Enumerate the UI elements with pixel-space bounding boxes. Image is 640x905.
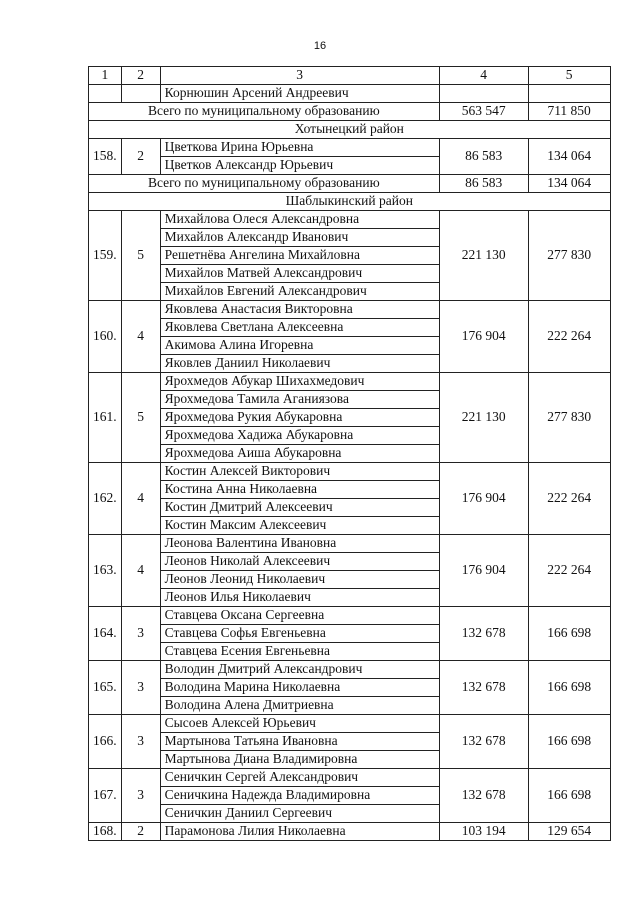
amount-col5: 222 264 (528, 301, 610, 373)
amount-col5: 222 264 (528, 535, 610, 607)
amount-col5: 222 264 (528, 463, 610, 535)
member-name: Сеничкин Даниил Сергеевич (160, 805, 439, 823)
region-heading: Хотынецкий район (89, 121, 611, 139)
header-cell-1: 1 (89, 67, 122, 85)
amount-col4: 221 130 (439, 211, 528, 301)
member-count: 4 (121, 463, 160, 535)
table-row (89, 373, 611, 391)
amount-col4: 176 904 (439, 535, 528, 607)
row-number: 166. (89, 715, 122, 769)
table-body (89, 67, 611, 841)
amount-col5: 166 698 (528, 769, 610, 823)
row-number: 168. (89, 823, 122, 841)
member-name: Володин Дмитрий Александрович (160, 661, 439, 679)
member-name: Мартынова Диана Владимировна (160, 751, 439, 769)
member-name: Решетнёва Ангелина Михайловна (160, 247, 439, 265)
member-count: 3 (121, 661, 160, 715)
table-row (89, 139, 611, 157)
member-name: Сысоев Алексей Юрьевич (160, 715, 439, 733)
amount-col5: 277 830 (528, 211, 610, 301)
table-row (89, 607, 611, 625)
member-name: Акимова Алина Игоревна (160, 337, 439, 355)
member-name: Михайлов Евгений Александрович (160, 283, 439, 301)
member-name: Корнюшин Арсений Андреевич (160, 85, 439, 103)
total-col5: 711 850 (528, 103, 610, 121)
total-label: Всего по муниципальному образованию (89, 103, 440, 121)
member-name: Костин Алексей Викторович (160, 463, 439, 481)
page-number: 16 (313, 40, 327, 52)
member-name: Цветков Александр Юрьевич (160, 157, 439, 175)
member-name: Яковлева Анастасия Викторовна (160, 301, 439, 319)
families-table (88, 66, 611, 841)
row-number: 163. (89, 535, 122, 607)
table-row (89, 535, 611, 553)
member-name: Яковлев Даниил Николаевич (160, 355, 439, 373)
table-row (89, 301, 611, 319)
amount-col4: 132 678 (439, 661, 528, 715)
member-name: Ставцева Софья Евгеньевна (160, 625, 439, 643)
table-row (89, 463, 611, 481)
member-name: Костин Дмитрий Алексеевич (160, 499, 439, 517)
table-row (89, 211, 611, 229)
member-name: Цветкова Ирина Юрьевна (160, 139, 439, 157)
member-name: Ставцева Оксана Сергеевна (160, 607, 439, 625)
member-name: Яковлева Светлана Алексеевна (160, 319, 439, 337)
total-row (89, 103, 611, 121)
member-name: Парамонова Лилия Николаевна (160, 823, 439, 841)
member-count: 4 (121, 301, 160, 373)
total-col4: 563 547 (439, 103, 528, 121)
total-col5: 134 064 (528, 175, 610, 193)
row-number: 162. (89, 463, 122, 535)
member-count: 5 (121, 211, 160, 301)
member-name: Ярохмедова Аиша Абукаровна (160, 445, 439, 463)
member-name: Володина Марина Николаевна (160, 679, 439, 697)
region-heading: Шаблыкинский район (89, 193, 611, 211)
table-row (89, 715, 611, 733)
member-name: Мартынова Татьяна Ивановна (160, 733, 439, 751)
header-cell-2: 2 (121, 67, 160, 85)
member-name: Михайлова Олеся Александровна (160, 211, 439, 229)
region-row (89, 121, 611, 139)
amount-col5 (528, 85, 610, 103)
member-name: Леонов Леонид Николаевич (160, 571, 439, 589)
amount-col5: 129 654 (528, 823, 610, 841)
member-name: Леонов Николай Алексеевич (160, 553, 439, 571)
member-name: Володина Алена Дмитриевна (160, 697, 439, 715)
amount-col5: 166 698 (528, 661, 610, 715)
member-count: 4 (121, 535, 160, 607)
amount-col5: 277 830 (528, 373, 610, 463)
row-number: 161. (89, 373, 122, 463)
amount-col4: 132 678 (439, 769, 528, 823)
amount-col4: 132 678 (439, 607, 528, 661)
amount-col4: 103 194 (439, 823, 528, 841)
member-count (121, 85, 160, 103)
amount-col4 (439, 85, 528, 103)
row-number: 160. (89, 301, 122, 373)
table-row (89, 769, 611, 787)
amount-col4: 176 904 (439, 301, 528, 373)
row-number (89, 85, 122, 103)
member-name: Ярохмедов Абукар Шихахмедович (160, 373, 439, 391)
header-cell-5: 5 (528, 67, 610, 85)
row-number: 159. (89, 211, 122, 301)
member-name: Костина Анна Николаевна (160, 481, 439, 499)
header-cell-3: 3 (160, 67, 439, 85)
member-count: 3 (121, 607, 160, 661)
member-name: Леонов Илья Николаевич (160, 589, 439, 607)
amount-col5: 134 064 (528, 139, 610, 175)
member-count: 2 (121, 823, 160, 841)
member-name: Ярохмедова Тамила Аганиязова (160, 391, 439, 409)
member-name: Ярохмедова Хадижа Абукаровна (160, 427, 439, 445)
row-number: 167. (89, 769, 122, 823)
region-row (89, 193, 611, 211)
header-cell-4: 4 (439, 67, 528, 85)
row-number: 164. (89, 607, 122, 661)
amount-col4: 221 130 (439, 373, 528, 463)
member-name: Михайлов Матвей Александрович (160, 265, 439, 283)
amount-col4: 176 904 (439, 463, 528, 535)
member-name: Ярохмедова Рукия Абукаровна (160, 409, 439, 427)
member-name: Леонова Валентина Ивановна (160, 535, 439, 553)
total-label: Всего по муниципальному образованию (89, 175, 440, 193)
member-count: 2 (121, 139, 160, 175)
member-name: Ставцева Есения Евгеньевна (160, 643, 439, 661)
row-number: 165. (89, 661, 122, 715)
header-row (89, 67, 611, 85)
member-count: 3 (121, 769, 160, 823)
amount-col4: 132 678 (439, 715, 528, 769)
member-name: Сеничкина Надежда Владимировна (160, 787, 439, 805)
member-name: Костин Максим Алексеевич (160, 517, 439, 535)
member-count: 3 (121, 715, 160, 769)
member-name: Сеничкин Сергей Александрович (160, 769, 439, 787)
row-number: 158. (89, 139, 122, 175)
amount-col5: 166 698 (528, 715, 610, 769)
table-row (89, 661, 611, 679)
amount-col4: 86 583 (439, 139, 528, 175)
member-name: Михайлов Александр Иванович (160, 229, 439, 247)
table-row (89, 823, 611, 841)
total-row (89, 175, 611, 193)
amount-col5: 166 698 (528, 607, 610, 661)
table-row (89, 85, 611, 103)
total-col4: 86 583 (439, 175, 528, 193)
member-count: 5 (121, 373, 160, 463)
